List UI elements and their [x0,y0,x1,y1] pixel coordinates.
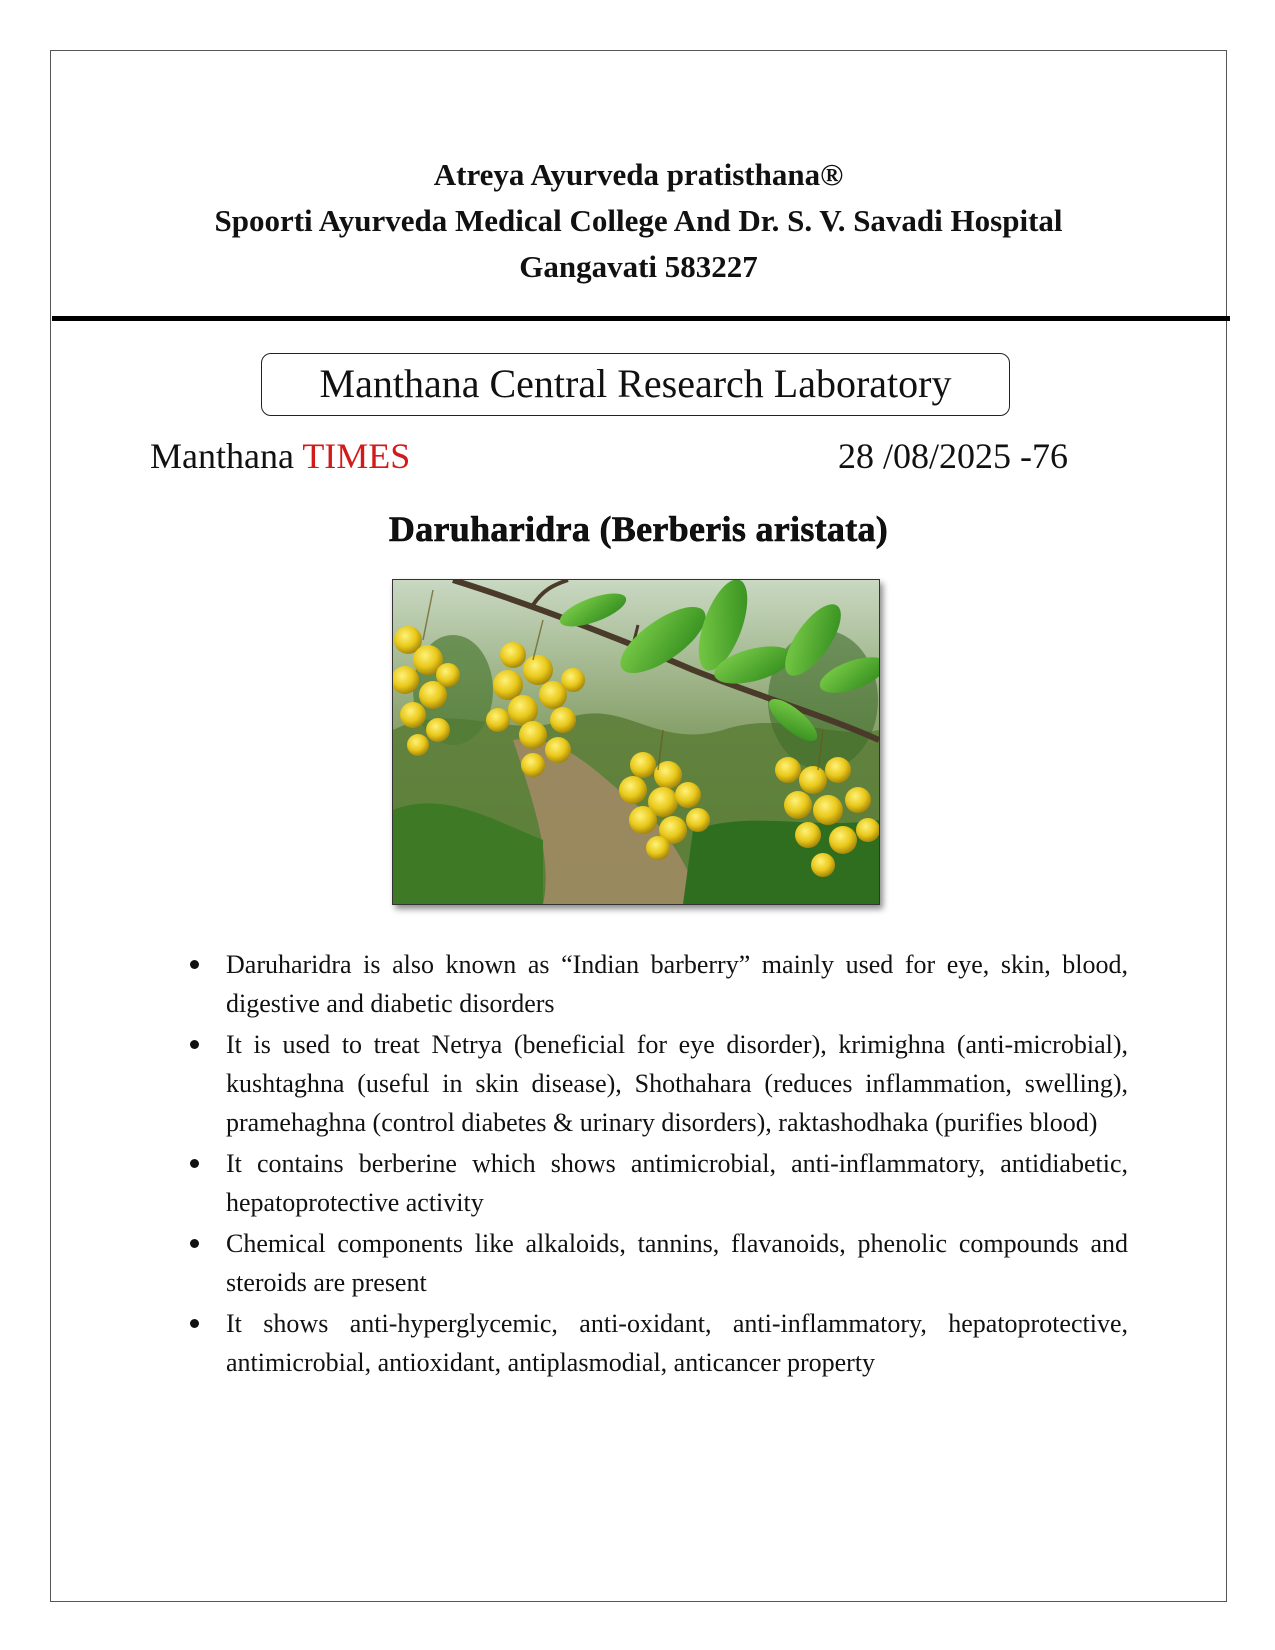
list-item [188,945,1128,1023]
bullet-icon [190,960,199,969]
article-title: Daruharidra (Berberis aristata) [388,509,889,549]
masthead-name: Manthana [150,436,294,476]
list-item [188,1304,1128,1382]
bullet-icon [190,1040,199,1049]
list-item [188,1144,1128,1222]
masthead-times: TIMES [302,436,411,476]
list-item [188,1224,1128,1302]
bullet-text: It is used to treat Netrya (beneficial for eye disorder), krimighna (anti-microbial), kushtaghna (useful in skin disease), Shothahara (reduces inflammation, swelling), pramehaghna (control diabetes & urinary disorders), raktashodhaka (purifies blood) [226,1030,1128,1137]
header-line-2: Spoorti Ayurveda Medical College And Dr. S. V. Savadi Hospital [214,203,1063,238]
issue-date-number: 28 /08/2025 -76 [838,436,1068,476]
header-line-3: Gangavati 583227 [519,249,758,284]
bullet-text: Chemical components like alkaloids, tannins, flavanoids, phenolic compounds and steroids are present [226,1229,1128,1297]
bullet-text: It contains berberine which shows antimicrobial, anti-inflammatory, antidiabetic, hepatoprotective activity [226,1149,1128,1217]
bullet-text: It shows anti-hyperglycemic, anti-oxidant, anti-inflammatory, hepatoprotective, antimicrobial, antioxidant, antiplasmodial, anticancer property [226,1309,1128,1377]
bullet-icon [190,1239,199,1248]
institution-header [50,152,1227,290]
bullet-icon [190,1319,199,1328]
berberis-flower-photo [392,579,880,905]
header-line-1: Atreya Ayurveda pratisthana® [433,157,844,192]
bullet-icon [190,1159,199,1168]
bullet-text: Daruharidra is also known as “Indian barberry” mainly used for eye, skin, blood, digestive and diabetic disorders [226,950,1128,1018]
article-bullet-list [188,945,1128,1384]
lab-name-box: Manthana Central Research Laboratory [261,353,1010,416]
list-item [188,1025,1128,1142]
header-divider [52,316,1230,321]
newsletter-masthead [150,432,410,480]
